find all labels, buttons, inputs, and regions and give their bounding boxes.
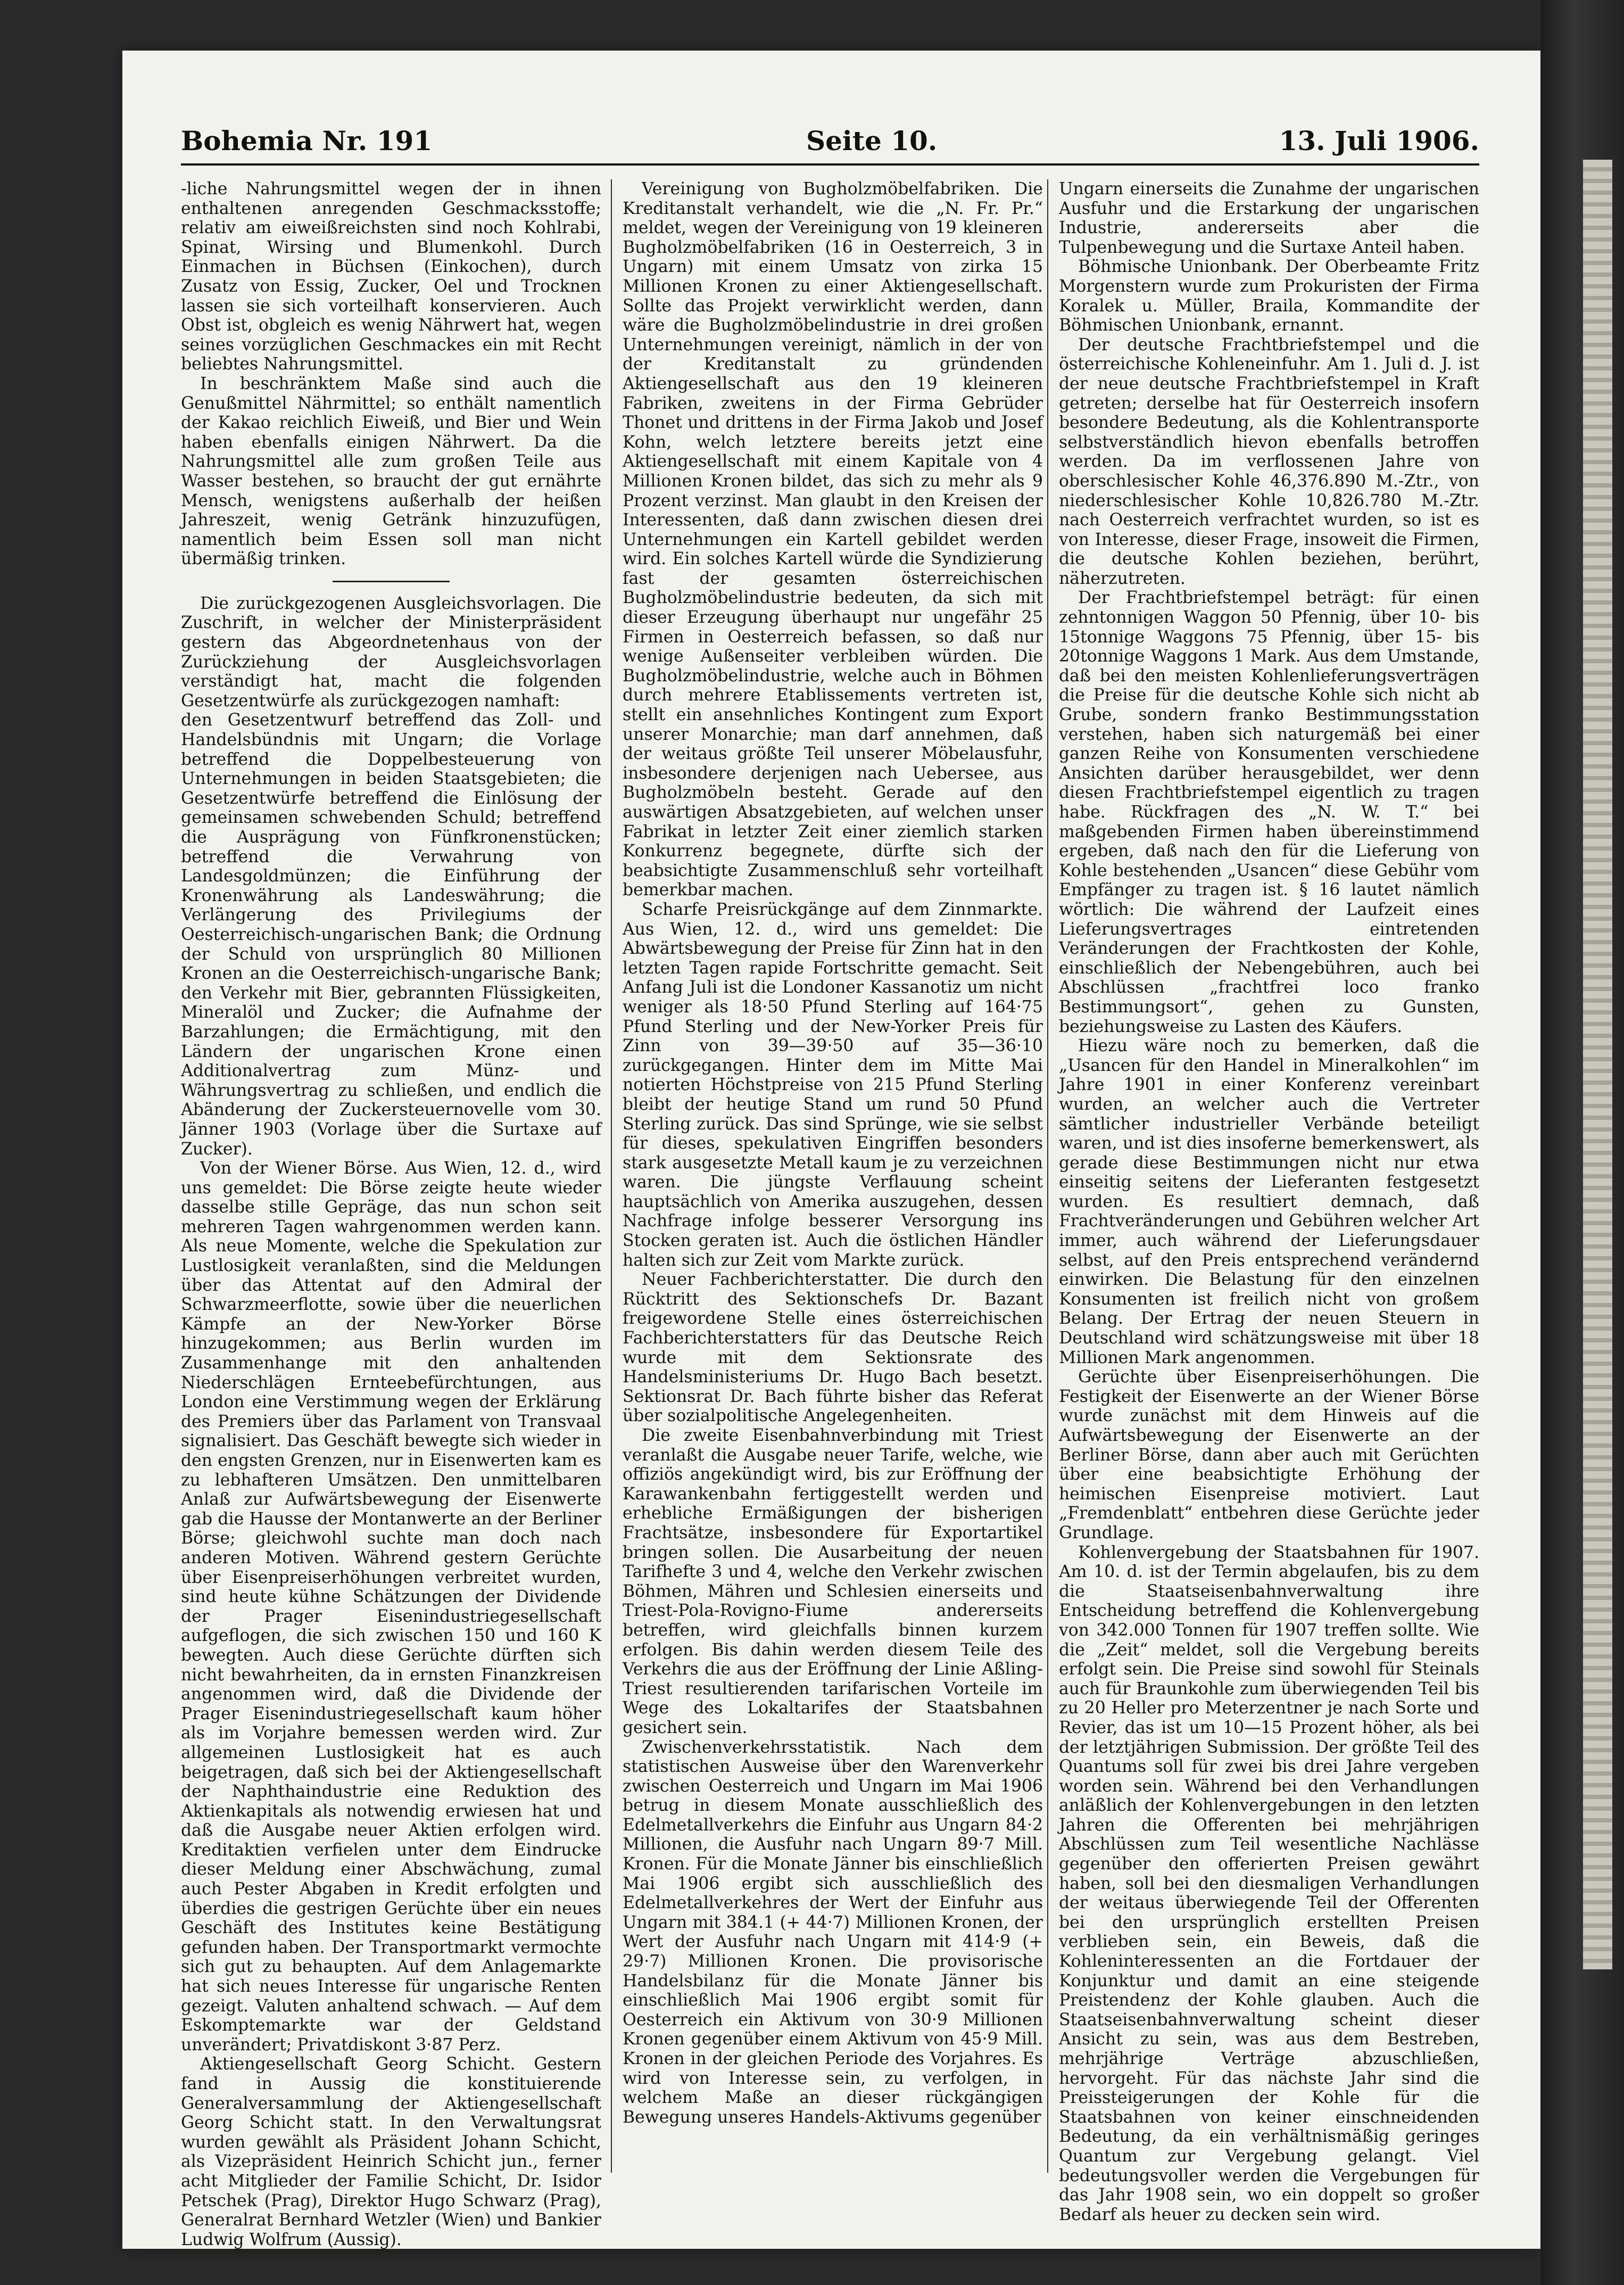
newspaper-page [122,51,1540,2249]
article-paragraph: Die zweite Eisenbahnverbindung mit Triest veranlaßt die Ausgabe neuer Tarife, welche, wie offiziös angekündigt wird, bis zur Eröffnung der Karawankenbahn fertiggestellt werden und erhebliche Ermäßigungen der bisherigen Frachtsätze, insbesondere für Exportartikel bringen sollen. Die Ausarbeitung der neuen Tarifhefte 3 und 4, welche den Verkehr zwischen Böhmen, Mähren und Schlesien einerseits und Triest-Pola-Rovigno-Fiume andererseits betreffen, wird gleichfalls binnen kurzem erfolgen. Bis dahin werden diesem Teile des Verkehrs die aus der Eröffnung der Linie Aßling-Triest resultierenden tarifarischen Vorteile im Wege des Lokaltarifes der Staatsbahnen gesichert sein. [623,1426,1043,1737]
article-paragraph: -liche Nahrungsmittel wegen der in ihnen enthaltenen anregenden Geschmacksstoffe; relativ am eiweißreichsten sind noch Kohlrabi, Spinat, Wirsing und Blumenkohl. Durch Einmachen in Büchsen (Einkochen), durch Zusatz von Essig, Zucker, Oel und Trocknen lassen sie sich vorteilhaft konservieren. Auch Obst ist, obgleich es wenig Nährwert hat, wegen seines vorzüglichen Geschmackes ein mit Recht beliebtes Nahrungsmittel. [181,179,601,374]
article-paragraph: Kohlenvergebung der Staatsbahnen für 1907. Am 10. d. ist der Termin abgelaufen, bis zu dem die Staatseisenbahnverwaltung ihre Entscheidung betreffend die Kohlenvergebung von 342.000 Tonnen für 1907 treffen sollte. Wie die „Zeit“ meldet, soll die Vergebung bereits erfolgt sein. Die Preise sind sowohl für Steinals auch für Braunkohle zum überwiegenden Teil bis zu 20 Heller pro Meterzentner je nach Sorte und Revier, das ist um 10—15 Prozent höher, als bei der letztjährigen Submission. Der größte Teil des Quantums soll für zwei bis drei Jahre vergeben worden sein. Während bei den Verhandlungen anläßlich der Kohlenvergebungen in den letzten Jahren die Offerenten bei mehrjährigen Abschlüssen zum Teil wesentliche Nachlässe gegenüber den offerierten Preisen gewährt haben, soll bei den diesmaligen Verhandlungen der weitaus überwiegende Teil der Offerenten bei den ursprünglich erstellten Preisen verblieben sein, ein Beweis, daß die Kohleninteressenten an die Fortdauer der Konjunktur und damit an eine steigende Preistendenz der Kohle glauben. Auch die Staatseisenbahnverwaltung scheint dieser Ansicht zu sein, was aus dem Bestreben, mehrjährige Verträge abzuschließen, hervorgeht. Für das nächste Jahr sind die Preissteigerungen der Kohle für die Staatsbahnen von keiner einschneidenden Bedeutung, da ein verhältnismäßig geringes Quantum zur Vergebung gelangt. Viel bedeutungsvoller werden die Vergebungen für das Jahr 1908 sein, wo ein doppelt so großer Bedarf als heuer zu decken sein wird. [1059,1542,1479,2224]
article-paragraph: Der deutsche Frachtbriefstempel und die österreichische Kohleneinfuhr. Am 1. Juli d. J. ist der neue deutsche Frachtbriefstempel in Kraft getreten; derselbe hat für Oesterreich insofern besondere Bedeutung, als die Kohlentransporte selbstverständlich hievon ebenfalls betroffen werden. Da im verflossenen Jahre von oberschlesischer Kohle 46,376.890 M.-Ztr., von niederschlesischer Kohle 10,826.780 M.-Ztr. nach Oesterreich verfrachtet wurden, so ist es von Interesse, dieser Frage, insoweit die Firmen, die deutsche Kohlen beziehen, berührt, näherzutreten. [1059,335,1479,588]
column-2 [623,179,1043,2173]
article-paragraph: Vereinigung von Bugholzmöbelfabriken. Die Kreditanstalt verhandelt, wie die „N. Fr. Pr.“ meldet, wegen der Vereinigung von 19 kleineren Bugholzmöbelfabriken (16 in Oesterreich, 3 in Ungarn) mit einem Umsatz von zirka 15 Millionen Kronen zu einer Aktiengesellschaft. Sollte das Projekt verwirklicht werden, dann wäre die Bugholzmöbelindustrie in drei großen Unternehmungen vereinigt, nämlich in der von der Kreditanstalt zu gründenden Aktiengesellschaft aus den 19 kleineren Fabriken, zweitens in der Firma Gebrüder Thonet und drittens in der Firma Jakob und Josef Kohn, welch letztere bereits jetzt eine Aktiengesellschaft mit einem Kapitale von 4 Millionen Kronen bildet, das sich zu mehr als 9 Prozent verzinst. Man glaubt in den Kreisen der Interessenten, daß dann zwischen diesen drei Unternehmungen ein Kartell gebildet werden wird. Ein solches Kartell würde die Syndizierung fast der gesamten österreichischen Bugholzmöbelindustrie bedeuten, da sich mit dieser Erzeugung überhaupt nur ungefähr 25 Firmen in Oesterreich befassen, so daß nur wenige Außenseiter verbleiben würden. Die Bugholzmöbelindustrie, welche auch in Böhmen durch mehrere Etablissements vertreten ist, stellt ein ansehnliches Kontingent zum Export unserer Monarchie; man darf annehmen, daß der weitaus größte Teil unserer Möbelausfuhr, insbesondere derjenigen nach Uebersee, aus Bugholzmöbeln besteht. Gerade auf den auswärtigen Absatzgebieten, auf welchen unser Fabrikat in letzter Zeit einer ziemlich starken Konkurrenz begegnete, dürfte sich der beabsichtigte Zusammenschluß sehr vorteilhaft bemerkbar machen. [623,179,1043,900]
article-paragraph: Neuer Fachberichterstatter. Die durch den Rücktritt des Sektionschefs Dr. Bazant freigewordene Stelle eines österreichischen Fachberichterstatters für das Deutsche Reich wurde mit dem Sektionsrate des Handelsministeriums Dr. Hugo Bach besetzt. Sektionsrat Dr. Bach führte bisher das Referat über sozialpolitische Angelegenheiten. [623,1270,1043,1426]
header-date: 13. Juli 1906. [1279,125,1479,156]
header-issue: Bohemia Nr. 191 [181,125,433,156]
header-rule [181,163,1479,166]
column-1 [181,179,601,2249]
article-paragraph: Gerüchte über Eisenpreiserhöhungen. Die Festigkeit der Eisenwerte an der Wiener Börse wurde zunächst mit dem Hinweis auf die Aufwärtsbewegung der Eisenwerte an der Berliner Börse, dann aber auch mit Gerüchten über eine beabsichtigte Erhöhung der heimischen Eisenpreise motiviert. Laut „Fremdenblatt“ entbehren diese Gerüchte jeder Grundlage. [1059,1367,1479,1542]
article-paragraph: Böhmische Unionbank. Der Oberbeamte Fritz Morgenstern wurde zum Prokuristen der Firma Koralek u. Müller, Braila, Kommandite der Böhmischen Unionbank, ernannt. [1059,257,1479,335]
header-page-number: Seite 10. [806,125,938,156]
article-paragraph: Die zurückgezogenen Ausgleichsvorlagen. Die Zuschrift, in welcher der Ministerpräsident gestern das Abgeordnetenhaus von der Zurückziehung der Ausgleichsvorlagen verständigt hat, macht die folgenden Gesetzentwürfe als zurückgezogen namhaft: [181,593,601,711]
column-divider [1047,179,1048,2173]
section-divider [333,581,450,582]
article-paragraph: Hiezu wäre noch zu bemerken, daß die „Usancen für den Handel in Mineralkohlen“ im Jahre 1901 in einer Konferenz vereinbart wurden, an welcher auch die Vertreter sämtlicher industrieller Verbände beteiligt waren, und ist dies insoferne bemerkenswert, als gerade diese Bestimmungen nicht nur etwa einseitig seitens der Lieferanten festgesetzt wurden. Es resultiert demnach, daß Frachtveränderungen und Gebühren welcher Art immer, auch während der Lieferungsdauer selbst, auf den Preis entsprechend verändernd einwirken. Die Belastung für den einzelnen Konsumenten ist freilich nicht von großem Belang. Der Ertrag der neuen Steuern in Deutschland wird schätzungsweise mit über 18 Millionen Mark angenommen. [1059,1036,1479,1367]
article-paragraph: Von der Wiener Börse. Aus Wien, 12. d., wird uns gemeldet: Die Börse zeigte heute wieder dasselbe stille Gepräge, das nun schon seit mehreren Tagen wahrgenommen werden kann. Als neue Momente, welche die Spekulation zur Lustlosigkeit veranlaßten, sind die Meldungen über das Attentat auf den Admiral der Schwarzmeerflotte, sowie über die neuerlichen Kämpfe an der New-Yorker Börse hinzugekommen; aus Berlin wurden im Zusammenhange mit den anhaltenden Niederschlägen Ernteebefürchtungen, aus London eine Verstimmung wegen der Erklärung des Premiers über das Parlament von Transvaal signalisiert. Das Geschäft bewegte sich wieder in den engsten Grenzen, nur in Eisenwerten kam es zu lebhafteren Umsätzen. Den unmittelbaren Anlaß zur Aufwärtsbewegung der Eisenwerte gab die Hausse der Montanwerte an der Berliner Börse; gleichwohl suchte man doch nach anderen Motiven. Während gestern Gerüchte über Eisenpreiserhöhungen verbreitet wurden, sind heute kühne Schätzungen der Dividende der Prager Eisenindustriegesellschaft aufgeflogen, die sich zwischen 150 und 160 K bewegten. Auch diese Gerüchte dürften sich nicht bewahrheiten, da in ernsten Finanzkreisen angenommen wird, daß die Dividende der Prager Eisenindustriegesellschaft kaum höher als im Vorjahre bemessen werden wird. Zur allgemeinen Lustlosigkeit hat es auch beigetragen, daß sich bei der Aktiengesellschaft der Naphthaindustrie eine Reduktion des Aktienkapitals als notwendig erwiesen hat und daß die Ausgabe neuer Aktien erfolgen wird. Kreditaktien verfielen unter dem Eindrucke dieser Meldung einer Abschwächung, zumal auch Pester Abgaben in Kredit erfolgten und überdies die gestrigen Gerüchte über ein neues Geschäft des Institutes keine Bestätigung gefunden haben. Der Transportmarkt vermochte sich gut zu behaupten. Auf dem Anlagemarkte hat sich neues Interesse für ungarische Renten gezeigt. Valuten anhaltend schwach. — Auf dem Eskomptemarkte war der Geldstand unverändert; Privatdiskont 3·87 Perz. [181,1159,601,2055]
article-paragraph: Aktiengesellschaft Georg Schicht. Gestern fand in Aussig die konstituierende Generalversammlung der Aktiengesellschaft Georg Schicht statt. In den Verwaltungsrat wurden gewählt als Präsident Johann Schicht, als Vizepräsident Heinrich Schicht jun., ferner acht Mitglieder der Familie Schicht, Dr. Isidor Petschek (Prag), Direktor Hugo Schwarz (Prag), Generalrat Bernhard Wetzler (Wien) und Bankier Ludwig Wolfrum (Aussig). [181,2055,601,2249]
column-3 [1059,179,1479,2224]
article-paragraph: Der Frachtbriefstempel beträgt: für einen zehntonnigen Waggon 50 Pfennig, über 10- bis 15tonnige Waggons 75 Pfennig, über 15- bis 20tonnige Waggons 1 Mark. Aus dem Umstande, daß bei den meisten Kohlenlieferungsverträgen die Preise für die deutsche Kohle sich nicht ab Grube, sondern franko Bestimmungsstation verstehen, haben sich naturgemäß bei einer ganzen Reihe von Konsumenten verschiedene Ansichten darüber herausgebildet, wer denn diesen Frachtbriefstempel eigentlich zu tragen habe. Rückfragen des „N. W. T.“ bei maßgebenden Firmen haben übereinstimmend ergeben, daß nach den für die Lieferung von Kohle bestehenden „Usancen“ diese Gebühr vom Empfänger zu tragen ist. § 16 lautet nämlich wörtlich: Die während der Laufzeit eines Lieferungsvertrages eintretenden Veränderungen der Frachtkosten der Kohle, einschließlich der Nebengebühren, auch bei Abschlüssen „frachtfrei loco franko Bestimmungsort“, gehen zu Gunsten, beziehungsweise zu Lasten des Käufers. [1059,588,1479,1036]
page-header [181,125,1479,168]
article-paragraph: den Gesetzentwurf betreffend das Zoll- und Handelsbündnis mit Ungarn; die Vorlage betreffend die Doppelbesteuerung von Unternehmungen in beiden Staatsgebieten; die Gesetzentwürfe betreffend die Einlösung der gemeinsamen schwebenden Schuld; betreffend die Ausprägung von Fünfkronenstücken; betreffend die Verwahrung von Landesgoldmünzen; die Einführung der Kronenwährung als Landeswährung; die Verlängerung des Privilegiums der Oesterreichisch-ungarischen Bank; die Ordnung der Schuld von ursprünglich 80 Millionen Kronen an die Oesterreichisch-ungarische Bank; den Verkehr mit Bier, gebrannten Flüssigkeiten, Mineralöl und Zucker; die Aufnahme der Barzahlungen; die Ermächtigung, mit den Ländern der ungarischen Krone einen Additionalvertrag zum Münz- und Währungsvertrag zu schließen, und endlich die Abänderung der Zuckersteuernovelle vom 30. Jänner 1903 (Vorlage über die Surtaxe auf Zucker). [181,711,601,1159]
adjacent-page-strip [1583,160,1612,1969]
article-paragraph: Scharfe Preisrückgänge auf dem Zinnmarkte. Aus Wien, 12. d., wird uns gemeldet: Die Abwärtsbewegung der Preise für Zinn hat in den letzten Tagen rapide Fortschritte gemacht. Seit Anfang Juli ist die Londoner Kassanotiz um nicht weniger als 18·50 Pfund Sterling auf 164·75 Pfund Sterling und der New-Yorker Preis für Zinn von 39—39·50 auf 35—36·10 zurückgegangen. Hinter dem im Mitte Mai notierten Höchstpreise von 215 Pfund Sterling bleibt der heutige Stand um rund 50 Pfund Sterling zurück. Das sind Sprünge, wie sie selbst für dieses, spekulativen Eingriffen besonders stark ausgesetzte Metall kaum je zu verzeichnen waren. Die jüngste Verflauung scheint hauptsächlich von Amerika auszugehen, dessen Nachfrage infolge besserer Versorgung ins Stocken geraten ist. Auch die östlichen Händler halten sich zur Zeit vom Markte zurück. [623,900,1043,1270]
article-paragraph: Zwischenverkehrsstatistik. Nach dem statistischen Ausweise über den Warenverkehr zwischen Oesterreich und Ungarn im Mai 1906 betrug in diesem Monate ausschließlich des Edelmetallverkehrs die Einfuhr aus Ungarn 84·2 Millionen, die Ausfuhr nach Ungarn 89·7 Mill. Kronen. Für die Monate Jänner bis einschließlich Mai 1906 ergibt sich ausschließlich des Edelmetallverkehres der Wert der Einfuhr aus Ungarn mit 384.1 (+ 44·7) Millionen Kronen, der Wert der Ausfuhr nach Ungarn mit 414·9 (+ 29·7) Millionen Kronen. Die provisorische Handelsbilanz für die Monate Jänner bis einschließlich Mai 1906 ergibt somit für Oesterreich ein Aktivum von 30·9 Millionen Kronen gegenüber einem Aktivum von 45·9 Mill. Kronen in der gleichen Periode des Vorjahres. Es wird von Interesse sein, zu verfolgen, in welchem Maße an dieser rückgängigen Bewegung unseres Handels-Aktivums gegenüber [623,1737,1043,2127]
column-divider [611,179,612,2173]
article-paragraph: Ungarn einerseits die Zunahme der ungarischen Ausfuhr und die Erstarkung der ungarischen Industrie, andererseits aber die Tulpenbewegung und die Surtaxe Anteil haben. [1059,179,1479,257]
article-paragraph: In beschränktem Maße sind auch die Genußmittel Nährmittel; so enthält namentlich der Kakao reichlich Eiweiß, und Bier und Wein haben ebenfalls einigen Nährwert. Da die Nahrungsmittel alle zum großen Teile aus Wasser bestehen, so braucht der gut ernährte Mensch, wenigstens außerhalb der heißen Jahreszeit, wenig Getränk hinzuzufügen, namentlich beim Essen soll man nicht übermäßig trinken. [181,374,601,569]
